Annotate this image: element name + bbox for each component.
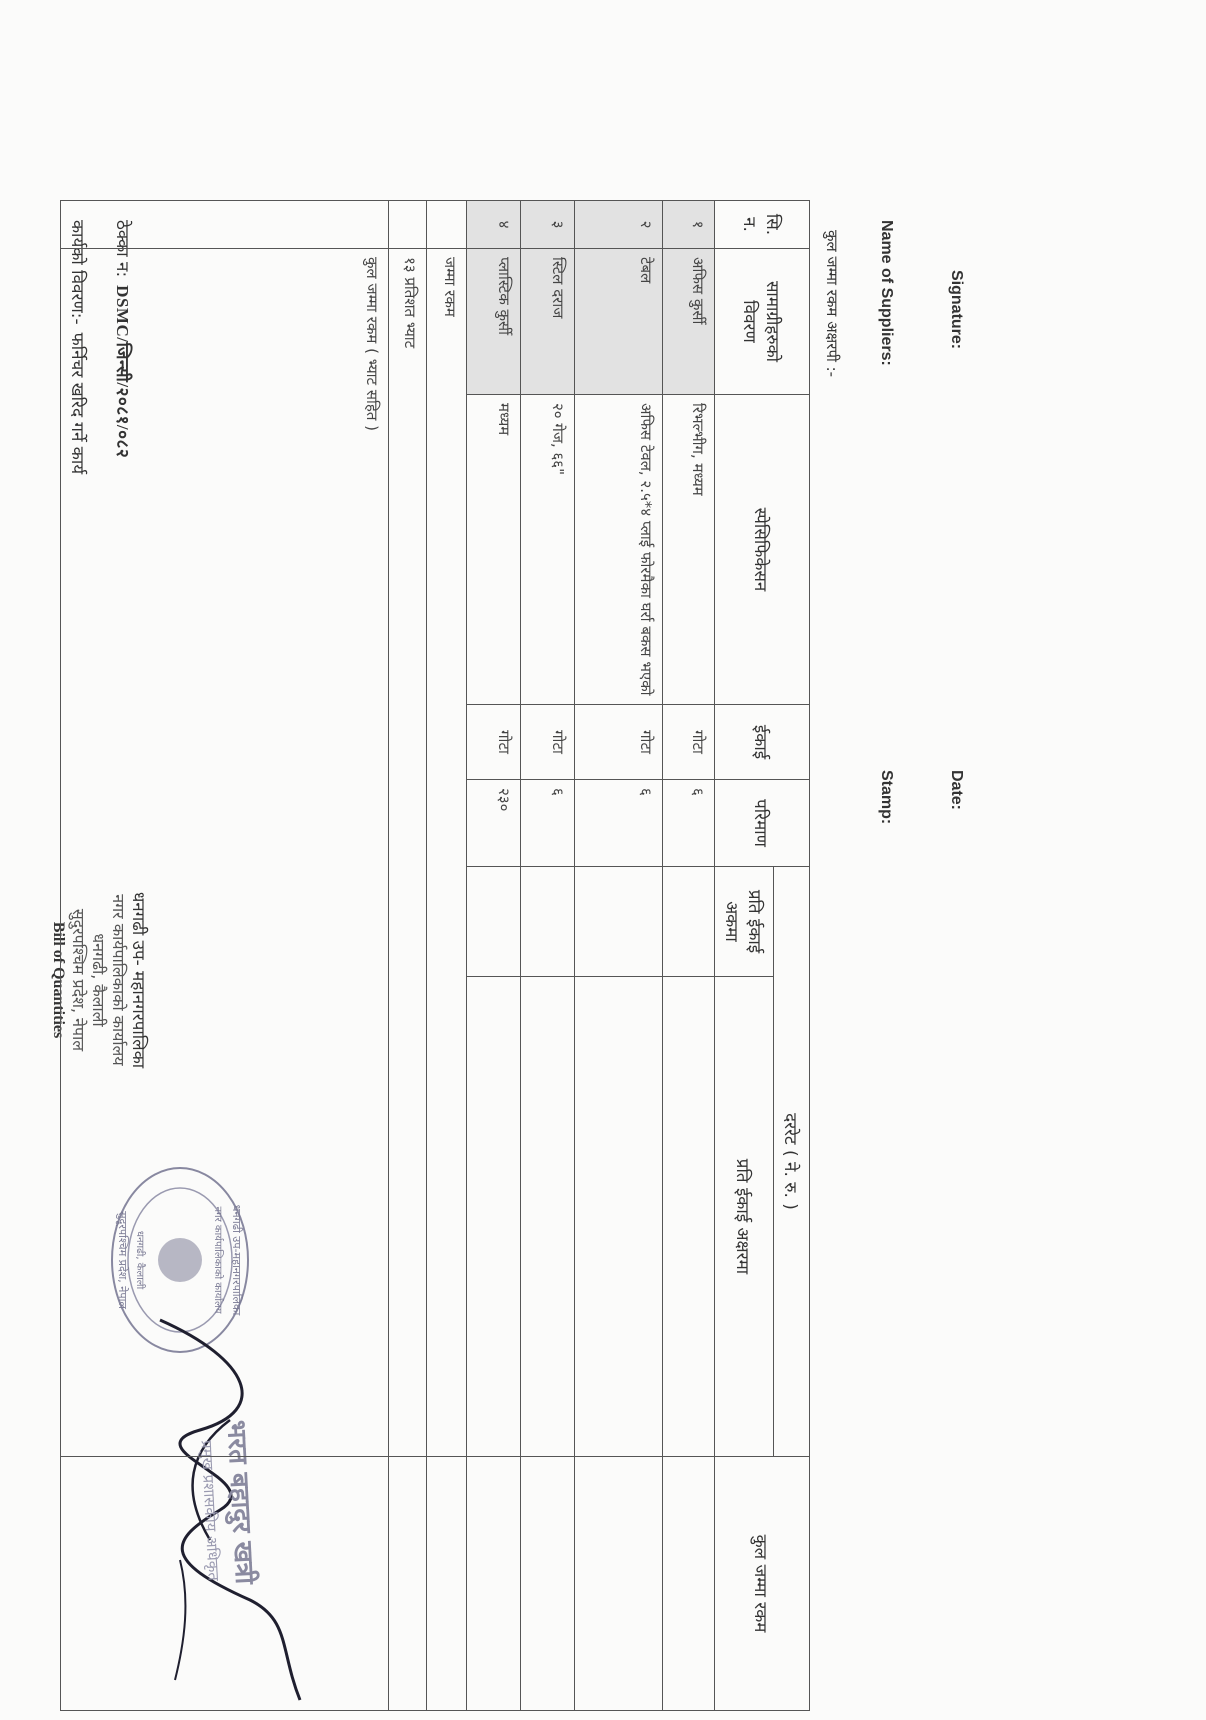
row-specification: मध्यम bbox=[467, 395, 521, 705]
row-unit: गोटा bbox=[575, 705, 663, 780]
row-specification: २० गेज, ६६" bbox=[521, 395, 575, 705]
row-description: प्लास्टिक कुर्सी bbox=[467, 249, 521, 395]
subtotal-label: जम्मा रकम bbox=[427, 249, 467, 1457]
row-unit: गोटा bbox=[663, 705, 715, 780]
grand-total-row bbox=[61, 201, 389, 1711]
col-total: कुल जम्मा रकम bbox=[715, 1457, 810, 1711]
col-description: सामाग्रीहरुको विवरण bbox=[715, 249, 810, 395]
rotated-sheet bbox=[4, 0, 1206, 1720]
svg-text:धनगढी उप-महानगरपालिका: धनगढी उप-महानगरपालिका bbox=[230, 1204, 243, 1316]
signatory-title: प्रमुख प्रशासकीय अधिकृत bbox=[197, 1439, 223, 1582]
row-quantity: ६ bbox=[521, 780, 575, 867]
row-total bbox=[467, 1457, 521, 1711]
work-label: कार्यको विवरण:- bbox=[67, 220, 87, 325]
col-rate-group: दररेट ( ने. रु. ) bbox=[774, 867, 810, 1457]
work-value: फर्निचर खरिद गर्ने कार्य bbox=[67, 332, 87, 475]
contract-value: DSMC/जिन्सी/२०८१/०८२ bbox=[113, 285, 132, 459]
row-rate-words bbox=[663, 977, 715, 1457]
row-sn: १ bbox=[663, 201, 715, 249]
row-rate-words bbox=[575, 977, 663, 1457]
col-rate-numeric: प्रति ईकाई अकमा bbox=[715, 867, 774, 977]
col-unit: ईकाई bbox=[715, 705, 810, 780]
subtotal-row bbox=[427, 201, 467, 1711]
row-unit: गोटा bbox=[467, 705, 521, 780]
org-name: धनगढी उप- महानगरपालिका bbox=[128, 891, 148, 1069]
org-office: नगर कार्यपालिकाको कार्यालय bbox=[109, 894, 128, 1066]
signature-label: Signature: bbox=[948, 270, 965, 350]
doc-title: Bill of Quantities bbox=[50, 921, 67, 1039]
row-rate-numeric bbox=[467, 867, 521, 977]
row-rate-numeric bbox=[575, 867, 663, 977]
row-sn: ४ bbox=[467, 201, 521, 249]
vat-label: १३ प्रतिशत भ्याट bbox=[389, 249, 427, 1457]
stamp-label: Stamp: bbox=[878, 770, 895, 825]
table-row bbox=[521, 201, 575, 1711]
row-description: अफिस कुर्सी bbox=[663, 249, 715, 395]
row-quantity: ६ bbox=[575, 780, 663, 867]
svg-text:नगर कार्यपालिकाको कार्यालय: नगर कार्यपालिकाको कार्यालय bbox=[212, 1206, 223, 1314]
org-province: सुदुरपश्चिम प्रदेश, नेपाल bbox=[69, 908, 88, 1052]
row-rate-numeric bbox=[521, 867, 575, 977]
row-total bbox=[575, 1457, 663, 1711]
row-sn: २ bbox=[575, 201, 663, 249]
table-row bbox=[467, 201, 521, 1711]
row-unit: गोटा bbox=[521, 705, 575, 780]
signatory-name: भरत बहादुर खत्री bbox=[220, 1419, 260, 1585]
contract-label: ठेक्का न: bbox=[112, 220, 132, 278]
grand-total-label: कुल जम्मा रकम ( भ्याट सहित ) bbox=[61, 249, 389, 1457]
vat-row bbox=[389, 201, 427, 1711]
row-specification: रिभल्भीग, मध्यम bbox=[663, 395, 715, 705]
row-quantity: ६ bbox=[663, 780, 715, 867]
row-sn: ३ bbox=[521, 201, 575, 249]
col-quantity: परिमाण bbox=[715, 780, 810, 867]
grand-total-value bbox=[61, 1457, 389, 1711]
row-description: टेबल bbox=[575, 249, 663, 395]
subtotal-value bbox=[427, 1457, 467, 1711]
org-city: धनगढी, कैलाली bbox=[89, 933, 108, 1027]
vat-value bbox=[389, 1457, 427, 1711]
col-rate-words: प्रति ईकाई अक्षरमा bbox=[715, 977, 774, 1457]
row-rate-words bbox=[467, 977, 521, 1457]
amount-in-words-label: कुल जम्मा रकम अक्षरपी :- bbox=[823, 230, 841, 378]
row-quantity: २३० bbox=[467, 780, 521, 867]
col-sn: सि. न. bbox=[715, 201, 810, 249]
supplier-name-label: Name of Suppliers: bbox=[878, 220, 895, 366]
row-rate-numeric bbox=[663, 867, 715, 977]
row-rate-words bbox=[521, 977, 575, 1457]
col-specification: स्पेसिफिकेसन bbox=[715, 395, 810, 705]
row-specification: अफिस टेवल, २.५*४ प्लाई फोरमैका घर्रा बकस भएको bbox=[575, 395, 663, 705]
svg-text:धनगढी, कैलाली: धनगढी, कैलाली bbox=[134, 1230, 145, 1290]
row-total bbox=[663, 1457, 715, 1711]
date-label: Date: bbox=[948, 770, 965, 811]
row-description: स्टिल दराज bbox=[521, 249, 575, 395]
table-row bbox=[575, 201, 663, 1711]
bill-of-quantities-table bbox=[60, 200, 810, 1711]
row-total bbox=[521, 1457, 575, 1711]
table-row bbox=[663, 201, 715, 1711]
svg-text:सुदूरपश्चिम प्रदेश, नेपाल: सुदूरपश्चिम प्रदेश, नेपाल bbox=[116, 1211, 129, 1309]
